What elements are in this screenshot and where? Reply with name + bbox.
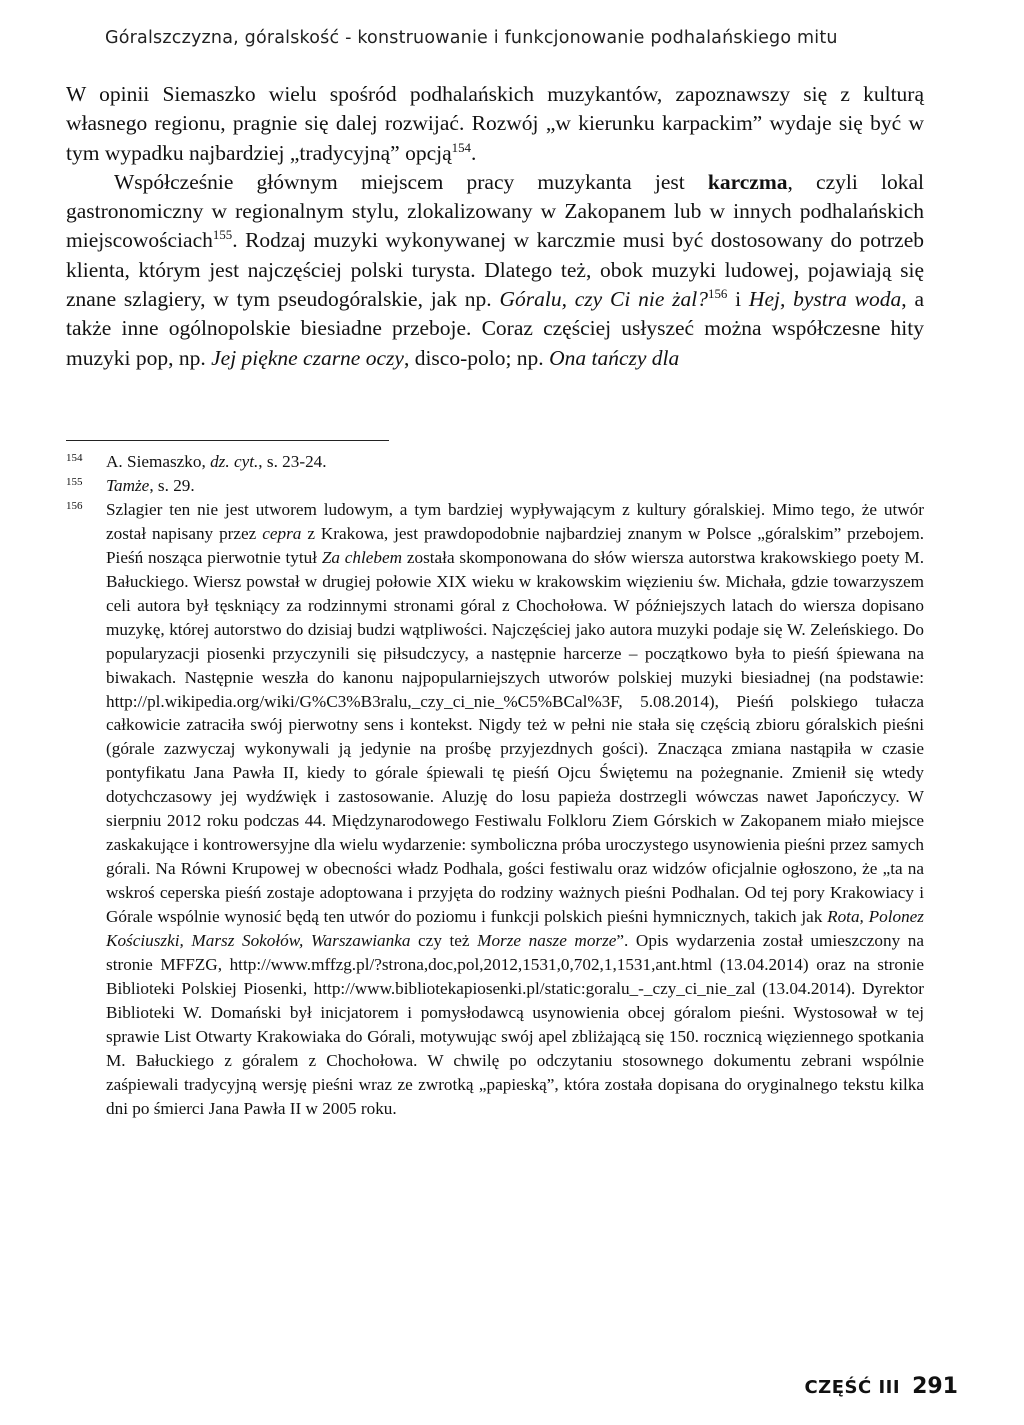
footnote-number: 155 [66,475,83,488]
footnote-separator [66,440,389,441]
song-title-goralu: Góralu, czy Ci nie żal? [499,287,709,312]
song-title-hej: Hej, bystra woda [748,287,902,312]
footnote-ref-154[interactable]: 154 [451,140,471,155]
paragraph-2: Współcześnie głównym miejscem pracy muzykanta jest karczma, czyli lokal gastronomiczny w regionalnym stylu, zlokalizowany w Zakopanem lub w innych podhalańskich miejscowościach$^{155}$. Rodzaj muzyki wykonywanej w karczmie musi być dostosowany do potrzeb klienta, którym jest najczęściej polski turysta. Dlatego też, obok muzyki ludowej, pojawiają się znane szlagiery, w tym pseudogóralskie, jak np. Góralu, czy Ci nie żal?$^{156}$ i Hej, bystra woda, a także inne ogólnopolskie biesiadne przeboje. Coraz częściej usłyszeć można współczesne hity muzyki pop, np. Jej piękne czarne oczy, disco-polo; np. Ona tańczy dla [66,169,924,370]
footnotes [66,450,924,1121]
footnote-ref-156[interactable]: 156 [708,286,728,301]
song-title-ona: Ona tańczy dla [549,345,680,370]
paragraph-1: W opinii Siemaszko wielu spośród podhalańskich muzykantów, zapoznawszy się z kulturą własnego regionu, pragnie się dalej rozwijać. Rozwój „w kierunku karpackim” wydaje się być w tym wypadku najbardziej „tradycyjną” opcją$^{154}$. [66,82,924,165]
footnote-number: 156 [66,499,83,512]
bold-term-karczma: karczma [707,169,788,194]
page-number: 291 [912,1374,958,1399]
footnote-154: 154 A. Siemaszko, dz. cyt., s. 23-24. [66,452,327,471]
footnote-155: 155 Tamże, s. 29. [66,475,195,495]
footnote-number: 154 [66,452,83,464]
page-footer [804,1374,958,1399]
footnote-ref-155[interactable]: 155 [212,228,233,243]
main-text [66,80,924,373]
footnote-156: 156 Szlagier ten nie jest utworem ludowym, a tym bardziej wypływającym z kultury góralskiej. Mimo tego, że utwór został napisany przez cepra z Krakowa, jest prawdopodobnie najbardziej znanym w Polsce „góralskim” przebojem. Pieśń nosząca pierwotnie tytuł Za chlebem została skomponowana do słów wiersza autorstwa krakowskiego poety M. Bałuckiego. Wiersz powstał w drugiej połowie XIX wieku w krakowskim więzieniu św. Michała, gdzie towarzyszem celi autora był tęskniący za rodzinnymi stronami góral z Chochołowa. W późniejszych latach do wiersza dopisano muzykę, której autorstwo do dzisiaj budzi wątpliwości. Najczęściej jako autora muzyki podaje się W. Zeleńskiego. Do popularyzacji piosenki przyczynili się piłsudczycy, a następnie harcerze – początkowo była to pieśń śpiewana na biwakach. Następnie weszła do kanonu najpopularniejszych utworów polskiej muzyki biesiadnej (na podstawie: http://pl.wikipedia.org/wiki/G%C3%B3ralu,_czy_ci_nie_%C5%BCal%3F, 5.08.2014), Pieśń polskiego tułacza całkowicie zatraciła swój pierwotny sens i kontekst. Nigdy też w pełni nie stała się częścią zbioru góralskich pieśni (górale zazwyczaj wykonywali ją jedynie na prośbę przyjezdnych gości). Znacząca zmiana nastąpiła w czasie pontyfikatu Jana Pawła II, kiedy to górale śpiewali tę pieśń Ojcu Świętemu na pożegnanie. Zmienił się wtedy dotychczasowy jej wydźwięk i zastosowanie. Aluzję do losu papieża dostrzegli wówczas nawet Japończycy. W sierpniu 2012 roku podczas 44. Międzynarodowego Festiwalu Folkloru Ziem Górskich w Zakopanem miało miejsce zaskakujące i kontrowersyjne dla wielu wydarzenie: symboliczna próba uroczystego usynowienia pieśni przez samych górali. Na Równi Krupowej w obecności władz Podhala, gości festiwalu oraz widzów oficjalnie ogłoszono, że „ta na wskroś ceperska pieśń zostaje adoptowana i przyjęta do rodziny ważnych pieśni Podhalan. Od tej pory Krakowiacy i Górale wspólnie wynosić będą ten utwór do poziomu i funkcji polskich pieśni hymnicznych, takich jak Rota, Polonez Kościuszki, Marsz Sokołów, Warszawianka czy też Morze nasze morze”. Opis wydarzenia został umieszczony na stronie MFFZG, http://www.mffzg.pl/?strona,doc,pol,2012,1531,0,702,1,1531,ant.html (13.04.2014) oraz na stronie Biblioteki Polskiej Piosenki, http://www.bibliotekapiosenki.pl/static:goralu_-_czy_ci_nie_zal (13.04.2014). Dyrektor Biblioteki W. Domański był inicjatorem i pomysłodawcą usynowienia obcej góralom pieśni. Wystosował w tej sprawie List Otwarty Krakowiaka do Górali, motywując swój apel zbliżającą się 150. rocznicą więziennego spotkania M. Bałuckiego z góralem z Chochołowa. W chwilę po odczytaniu stosownego dokumentu zebrani wspólnie zaśpiewali tradycyjną wersję pieśni wraz ze zwrotką „papieską”, która została dopisana do oryginalnego tekstu kilka dni po śmierci Jana Pawła II w 2005 roku. [66,499,925,1118]
song-title-jej: Jej piękne czarne oczy [211,345,404,370]
part-label: CZĘŚĆ III [804,1377,901,1398]
running-header: Góralszczyzna, góralskość - konstruowanie i funkcjonowanie podhalańskiego mitu [105,28,838,48]
